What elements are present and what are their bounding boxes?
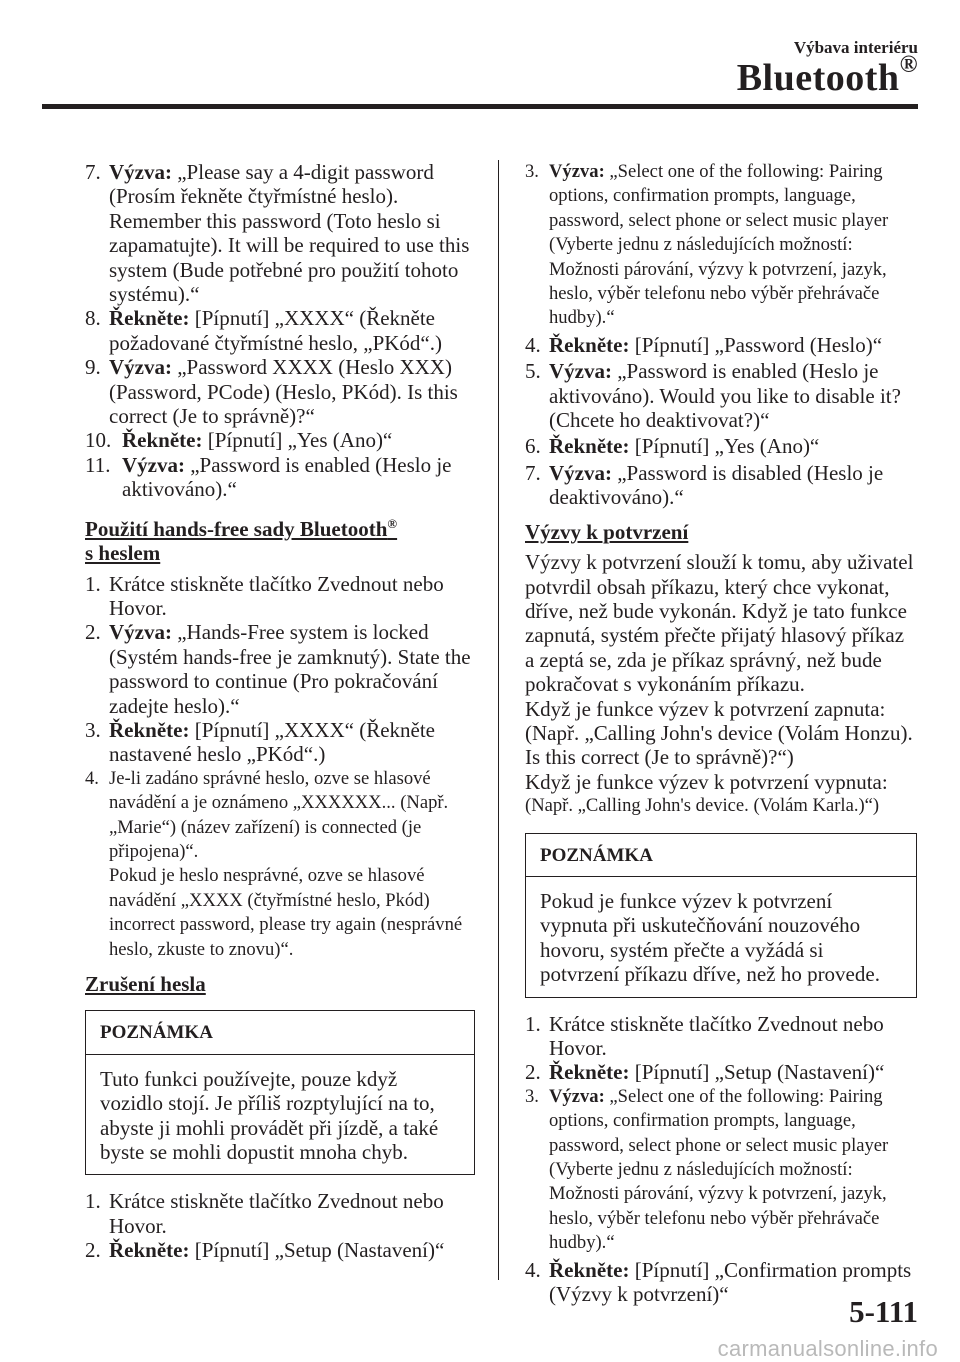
list-item xyxy=(85,767,475,962)
step-number: 7. xyxy=(85,160,101,184)
step-text xyxy=(549,333,917,357)
step-label: Výzva: xyxy=(549,460,612,485)
step-body: „Hands-Free system is locked (Systém hands-free je zamknutý). State the password to continue (Pro pokračování zadejte heslo).“ xyxy=(109,620,471,718)
step-body: [Pípnutí] „Yes (Ano)“ xyxy=(634,434,820,459)
step-label: Řekněte: xyxy=(549,434,630,459)
list-item xyxy=(525,461,917,510)
step-body: [Pípnutí] „Setup (Nastavení)“ xyxy=(634,1060,885,1085)
step-label: Výzva: xyxy=(109,160,172,184)
step-body: [Pípnutí] „Confirmation prompts (Výzvy k potvrzení)“ xyxy=(549,1257,912,1307)
step-text xyxy=(549,160,917,331)
header-section: Výbava interiéru xyxy=(793,38,918,57)
step-text xyxy=(549,461,917,510)
step-text xyxy=(109,1238,475,1262)
paragraph: Výzvy k potvrzení slouží k tomu, aby uživatel potvrdil obsah příkazu, který chce vykonat, dříve, než bude vykonán. Když je tato funkce zapnutá, systém přečte přijatý hlasový příkaz a zeptá se, zda je příkaz správný, než bude pokračovat s vykonáním příkazu. xyxy=(525,550,914,697)
steps-cancel xyxy=(85,1189,475,1262)
step-label: Výzva: xyxy=(549,359,612,384)
step-number: 4. xyxy=(525,1257,541,1282)
note-title: POZNÁMKA xyxy=(526,834,916,877)
step-body: „Password is enabled (Heslo je aktivováno). Would you like to disable it? (Chcete ho deaktivovat?)“ xyxy=(549,359,901,433)
step-number: 3. xyxy=(525,161,539,182)
list-item xyxy=(85,160,475,306)
step-body: „Password XXXX (Heslo XXX) (Password, PCode) (Heslo, PKód). Is this correct (Je to správně)?“ xyxy=(109,355,458,429)
step-number: 1. xyxy=(85,571,101,596)
page-number: 5-111 xyxy=(849,1294,918,1329)
step-number: 3. xyxy=(525,1085,539,1107)
step-number: 1. xyxy=(525,1011,541,1036)
step-text xyxy=(122,453,475,502)
step-label: Řekněte: xyxy=(109,717,190,742)
step-body: Je-li zadáno správné heslo, ozve se hlasové navádění a je oznámeno „XXXXXX... (Např. „Marie“) (název zařízení) is connected (je připojena)“. xyxy=(109,767,449,862)
step-label: Řekněte: xyxy=(549,1257,630,1282)
list-item xyxy=(85,428,475,452)
step-number: 9. xyxy=(85,355,101,380)
step-text xyxy=(109,160,475,306)
paragraph: Když je funkce výzev k potvrzení zapnuta: (Např. „Calling John's device (Volám Honzu). Is this correct (Je to správně)?“) xyxy=(525,696,913,770)
section-heading-confirmation: Výzvy k potvrzení xyxy=(525,519,689,544)
note-box xyxy=(525,833,917,998)
note-box xyxy=(85,1010,475,1175)
step-number: 3. xyxy=(85,717,101,742)
list-item xyxy=(525,434,917,458)
registered-mark: ® xyxy=(387,515,398,531)
step-label: Výzva: xyxy=(122,452,185,477)
step-number: 11. xyxy=(85,452,111,477)
step-text xyxy=(109,767,475,962)
list-item xyxy=(85,1238,475,1262)
step-number: 2. xyxy=(525,1060,541,1085)
heading-text-2: s heslem xyxy=(85,541,161,566)
list-item xyxy=(85,306,475,355)
list-item xyxy=(525,333,917,357)
step-body: „Select one of the following: Pairing options, confirmation prompts, language, password, select phone or select music player (Vyberte jednu z následujících možností: Možnosti párování, výzvy k potvrzení, jazyk, heslo, výběr telefonu nebo výběr přehrávače hudby).“ xyxy=(549,161,889,329)
step-number: 1. xyxy=(85,1189,101,1214)
steps-password-set xyxy=(85,160,475,502)
step-body: [Pípnutí] „XXXX“ (Řekněte požadované čtyřmístné heslo, „PKód“.) xyxy=(109,306,442,355)
step-text xyxy=(109,718,475,767)
step-label: Výzva: xyxy=(109,620,172,645)
step-number: 2. xyxy=(85,1238,101,1263)
note-title: POZNÁMKA xyxy=(86,1011,474,1054)
list-item xyxy=(85,453,475,502)
list-item xyxy=(525,160,917,331)
step-body: [Pípnutí] „Password (Heslo)“ xyxy=(634,332,883,357)
step-text xyxy=(549,1060,917,1084)
list-item xyxy=(85,572,475,621)
step-text xyxy=(109,355,475,428)
left-column xyxy=(85,160,475,1263)
note-text: Pokud je funkce výzev k potvrzení vypnuta při uskutečňování nouzového hovoru, systém přečte a vyžádá si potvrzení příkazu dříve, než ho provede. xyxy=(540,888,880,987)
step-number: 2. xyxy=(85,620,101,645)
step-label: Výzva: xyxy=(109,355,172,380)
step-text xyxy=(109,306,475,355)
list-item xyxy=(85,718,475,767)
list-item xyxy=(525,1012,917,1061)
right-column xyxy=(525,160,917,1306)
list-item xyxy=(525,359,917,432)
list-item xyxy=(85,1189,475,1238)
list-item xyxy=(85,355,475,428)
step-label: Řekněte: xyxy=(109,306,190,331)
step-text xyxy=(549,434,917,458)
step-number: 4. xyxy=(85,767,99,789)
step-number: 10. xyxy=(85,428,112,453)
registered-mark: ® xyxy=(899,52,918,79)
steps-cancel-continued xyxy=(525,160,917,510)
paragraph: Když je funkce výzev k potvrzení vypnuta: xyxy=(525,769,888,794)
step-body: „Please say a 4-digit password (Prosím řekněte čtyřmístné heslo). Remember this password (Toto heslo si zapamatujte). It will be required to use this system (Bude potřebné pro použití tohoto systému).“ xyxy=(109,160,470,307)
heading-text: Použití hands-free sady Bluetooth xyxy=(85,516,388,541)
step-label: Výzva: xyxy=(549,1085,605,1107)
step-body: „Password is enabled (Heslo je aktivováno).“ xyxy=(122,452,452,502)
step-label: Řekněte: xyxy=(549,332,630,357)
steps-confirmation xyxy=(525,1012,917,1307)
section-heading-handsfree xyxy=(85,512,475,566)
step-text xyxy=(549,359,917,432)
step-number: 4. xyxy=(525,332,541,357)
list-item xyxy=(525,1060,917,1084)
step-body: „Password is disabled (Heslo je deaktivováno).“ xyxy=(549,460,884,510)
step-body: „Select one of the following: Pairing options, confirmation prompts, language, password, select phone or select music player (Vyberte jednu z následujících možností: Možnosti párování, výzvy k potvrzení, jazyk, heslo, výběr telefonu nebo výběr přehrávače hudby).“ xyxy=(549,1085,889,1254)
watermark: carmanualsonline.info xyxy=(717,1336,938,1361)
header-rule xyxy=(42,104,918,109)
step-text xyxy=(109,620,475,718)
note-text: Tuto funkci používejte, pouze když vozidlo stojí. Je příliš rozptylující na to, abyste ji mohli provádět při jízdě, a také byste se mohli dopustit mnoha chyb. xyxy=(100,1066,439,1165)
step-number: 8. xyxy=(85,306,101,331)
step-body: [Pípnutí] „Setup (Nastavení)“ xyxy=(194,1238,445,1263)
column-divider xyxy=(498,160,499,1280)
step-label: Řekněte: xyxy=(549,1060,630,1085)
step-extra: Pokud je heslo nesprávné, ozve se hlasové navádění „XXXX (čtyřmístné heslo, Pkód) incorrect password, please try again (nesprávné heslo, zkuste to znovu)“. xyxy=(109,865,463,960)
step-label: Řekněte: xyxy=(122,428,203,453)
page-title xyxy=(736,52,918,100)
paragraph: (Např. „Calling John's device. (Volám Karla.)“) xyxy=(525,795,880,817)
step-body: Krátce stiskněte tlačítko Zvednout nebo Hovor. xyxy=(109,571,444,620)
step-number: 7. xyxy=(525,460,541,485)
step-label: Řekněte: xyxy=(109,1238,190,1263)
step-text xyxy=(122,428,475,452)
step-number: 5. xyxy=(525,359,541,384)
step-body: [Pípnutí] „XXXX“ (Řekněte nastavené heslo „PKód“.) xyxy=(109,717,436,767)
title-text: Bluetooth xyxy=(736,57,900,99)
step-number: 6. xyxy=(525,434,541,459)
step-text xyxy=(549,1085,917,1256)
list-item xyxy=(85,620,475,718)
step-body: [Pípnutí] „Yes (Ano)“ xyxy=(207,428,393,453)
step-body: Krátce stiskněte tlačítko Zvednout nebo Hovor. xyxy=(109,1189,444,1238)
list-item xyxy=(525,1085,917,1256)
steps-handsfree xyxy=(85,572,475,963)
section-heading-cancel-password: Zrušení hesla xyxy=(85,972,206,996)
step-label: Výzva: xyxy=(549,161,605,182)
step-body: Krátce stiskněte tlačítko Zvednout nebo Hovor. xyxy=(549,1011,884,1060)
